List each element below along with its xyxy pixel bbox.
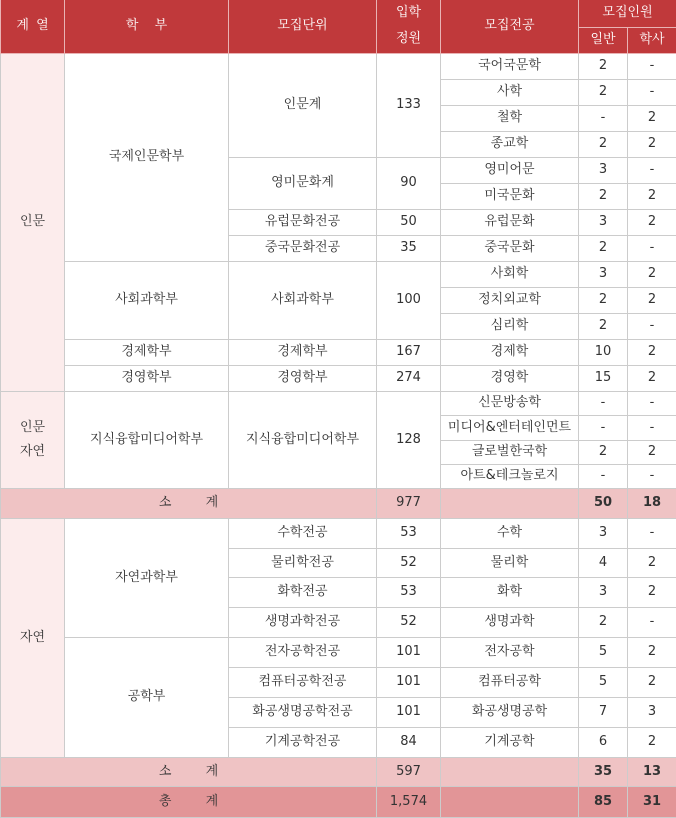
unit-quota-cell: 35	[377, 235, 441, 261]
major-general-cell: 2	[579, 183, 628, 209]
subtotal-general: 50	[579, 488, 628, 518]
major-general-cell: 2	[579, 313, 628, 339]
unit-quota-cell: 52	[377, 548, 441, 577]
major-bachelor-cell: -	[628, 235, 676, 261]
header-row-top	[1, 0, 676, 27]
faculty-cell: 경제학부	[65, 339, 229, 365]
major-general-cell: 5	[579, 637, 628, 667]
major-general-cell: 3	[579, 577, 628, 607]
subtotal-major-empty	[441, 488, 579, 518]
total-row	[1, 786, 676, 817]
unit-name-cell: 사회과학부	[229, 261, 377, 339]
major-general-cell: 3	[579, 209, 628, 235]
unit-quota-cell: 53	[377, 518, 441, 548]
major-bachelor-cell: 2	[628, 287, 676, 313]
faculty-cell: 지식융합미디어학부	[65, 391, 229, 488]
major-bachelor-cell: 2	[628, 365, 676, 391]
unit-name-cell: 유럽문화전공	[229, 209, 377, 235]
faculty-cell: 경영학부	[65, 365, 229, 391]
major-bachelor-cell: 2	[628, 339, 676, 365]
major-name-cell: 아트&테크놀로지	[441, 464, 579, 488]
header-major: 모집전공	[441, 0, 579, 53]
major-bachelor-cell: 2	[628, 105, 676, 131]
major-name-cell: 생명과학	[441, 607, 579, 637]
header-quota-line2: 정원	[395, 31, 422, 47]
major-general-cell: 3	[579, 518, 628, 548]
unit-name-cell: 화공생명공학전공	[229, 697, 377, 727]
unit-name-cell: 생명과학전공	[229, 607, 377, 637]
major-bachelor-cell: -	[628, 391, 676, 415]
major-bachelor-cell: -	[628, 464, 676, 488]
unit-name-cell: 기계공학전공	[229, 727, 377, 757]
total-bachelor: 31	[628, 786, 676, 817]
subtotal-bachelor: 18	[628, 488, 676, 518]
major-name-cell: 국어국문학	[441, 53, 579, 79]
table-row	[1, 391, 676, 415]
major-bachelor-cell: 2	[628, 131, 676, 157]
unit-name-cell: 물리학전공	[229, 548, 377, 577]
major-general-cell: 2	[579, 440, 628, 464]
subtotal-row	[1, 488, 676, 518]
subtotal-quota: 597	[377, 757, 441, 786]
major-name-cell: 경영학	[441, 365, 579, 391]
major-bachelor-cell: -	[628, 53, 676, 79]
unit-quota-cell: 128	[377, 391, 441, 488]
major-name-cell: 글로벌한국학	[441, 440, 579, 464]
header-general: 일반	[579, 27, 628, 53]
table-row	[1, 637, 676, 667]
series-line1: 인문	[19, 419, 46, 435]
major-general-cell: 4	[579, 548, 628, 577]
unit-quota-cell: 84	[377, 727, 441, 757]
major-general-cell: 15	[579, 365, 628, 391]
major-bachelor-cell: -	[628, 518, 676, 548]
unit-quota-cell: 101	[377, 697, 441, 727]
major-general-cell: 6	[579, 727, 628, 757]
major-general-cell: 2	[579, 79, 628, 105]
unit-quota-cell: 133	[377, 53, 441, 157]
table-row	[1, 339, 676, 365]
major-general-cell: 10	[579, 339, 628, 365]
major-name-cell: 중국문화	[441, 235, 579, 261]
table-row	[1, 261, 676, 287]
major-general-cell: 5	[579, 667, 628, 697]
header-recruit: 모집인원	[579, 0, 676, 27]
header-quota-line1: 입학	[395, 5, 422, 21]
unit-quota-cell: 167	[377, 339, 441, 365]
major-bachelor-cell: 2	[628, 637, 676, 667]
subtotal-quota: 977	[377, 488, 441, 518]
major-bachelor-cell: 2	[628, 548, 676, 577]
major-bachelor-cell: 2	[628, 209, 676, 235]
subtotal-label: 소 계	[1, 757, 377, 786]
unit-name-cell: 중국문화전공	[229, 235, 377, 261]
major-bachelor-cell: 2	[628, 261, 676, 287]
faculty-cell: 국제인문학부	[65, 53, 229, 261]
faculty-cell: 사회과학부	[65, 261, 229, 339]
subtotal-row	[1, 757, 676, 786]
major-bachelor-cell: -	[628, 313, 676, 339]
major-general-cell: -	[579, 391, 628, 415]
unit-name-cell: 영미문화계	[229, 157, 377, 209]
table-row	[1, 365, 676, 391]
major-bachelor-cell: 3	[628, 697, 676, 727]
major-name-cell: 컴퓨터공학	[441, 667, 579, 697]
unit-quota-cell: 101	[377, 637, 441, 667]
unit-quota-cell: 90	[377, 157, 441, 209]
series-line2: 자연	[19, 443, 46, 459]
subtotal-bachelor: 13	[628, 757, 676, 786]
major-name-cell: 화공생명공학	[441, 697, 579, 727]
major-bachelor-cell: 2	[628, 577, 676, 607]
major-name-cell: 철학	[441, 105, 579, 131]
unit-quota-cell: 100	[377, 261, 441, 339]
header-bachelor: 학사	[628, 27, 676, 53]
subtotal-label: 소 계	[1, 488, 377, 518]
major-bachelor-cell: 2	[628, 183, 676, 209]
faculty-cell: 공학부	[65, 637, 229, 757]
header-quota	[377, 0, 441, 53]
major-general-cell: -	[579, 415, 628, 440]
major-name-cell: 심리학	[441, 313, 579, 339]
major-name-cell: 사회학	[441, 261, 579, 287]
total-quota: 1,574	[377, 786, 441, 817]
major-bachelor-cell: 2	[628, 440, 676, 464]
major-bachelor-cell: -	[628, 607, 676, 637]
unit-name-cell: 인문계	[229, 53, 377, 157]
table-row	[1, 518, 676, 548]
unit-name-cell: 수학전공	[229, 518, 377, 548]
unit-quota-cell: 50	[377, 209, 441, 235]
unit-quota-cell: 101	[377, 667, 441, 697]
major-bachelor-cell: 2	[628, 727, 676, 757]
unit-quota-cell: 52	[377, 607, 441, 637]
major-name-cell: 물리학	[441, 548, 579, 577]
major-general-cell: 2	[579, 287, 628, 313]
total-major-empty	[441, 786, 579, 817]
major-name-cell: 수학	[441, 518, 579, 548]
major-name-cell: 화학	[441, 577, 579, 607]
major-general-cell: -	[579, 464, 628, 488]
faculty-cell: 자연과학부	[65, 518, 229, 637]
series-cell-natural: 자연	[1, 518, 65, 757]
major-bachelor-cell: -	[628, 79, 676, 105]
major-name-cell: 미국문화	[441, 183, 579, 209]
major-general-cell: 2	[579, 607, 628, 637]
major-bachelor-cell: 2	[628, 667, 676, 697]
major-name-cell: 유럽문화	[441, 209, 579, 235]
major-name-cell: 사학	[441, 79, 579, 105]
major-name-cell: 신문방송학	[441, 391, 579, 415]
unit-name-cell: 화학전공	[229, 577, 377, 607]
unit-name-cell: 지식융합미디어학부	[229, 391, 377, 488]
major-general-cell: 3	[579, 261, 628, 287]
total-label: 총 계	[1, 786, 377, 817]
unit-quota-cell: 53	[377, 577, 441, 607]
major-general-cell: 7	[579, 697, 628, 727]
major-name-cell: 정치외교학	[441, 287, 579, 313]
major-name-cell: 영미어문	[441, 157, 579, 183]
unit-name-cell: 컴퓨터공학전공	[229, 667, 377, 697]
major-name-cell: 기계공학	[441, 727, 579, 757]
subtotal-major-empty	[441, 757, 579, 786]
unit-quota-cell: 274	[377, 365, 441, 391]
total-general: 85	[579, 786, 628, 817]
unit-name-cell: 전자공학전공	[229, 637, 377, 667]
major-general-cell: 2	[579, 53, 628, 79]
table-row	[1, 53, 676, 79]
header-faculty: 학 부	[65, 0, 229, 53]
major-general-cell: -	[579, 105, 628, 131]
major-name-cell: 미디어&엔터테인먼트	[441, 415, 579, 440]
major-bachelor-cell: -	[628, 157, 676, 183]
major-general-cell: 2	[579, 235, 628, 261]
subtotal-general: 35	[579, 757, 628, 786]
header-series: 계 열	[1, 0, 65, 53]
major-name-cell: 종교학	[441, 131, 579, 157]
series-cell-humanities-natural	[1, 391, 65, 488]
major-name-cell: 경제학	[441, 339, 579, 365]
major-name-cell: 전자공학	[441, 637, 579, 667]
unit-name-cell: 경제학부	[229, 339, 377, 365]
unit-name-cell: 경영학부	[229, 365, 377, 391]
major-bachelor-cell: -	[628, 415, 676, 440]
major-general-cell: 2	[579, 131, 628, 157]
series-cell-humanities: 인문	[1, 53, 65, 391]
header-unit: 모집단위	[229, 0, 377, 53]
major-general-cell: 3	[579, 157, 628, 183]
